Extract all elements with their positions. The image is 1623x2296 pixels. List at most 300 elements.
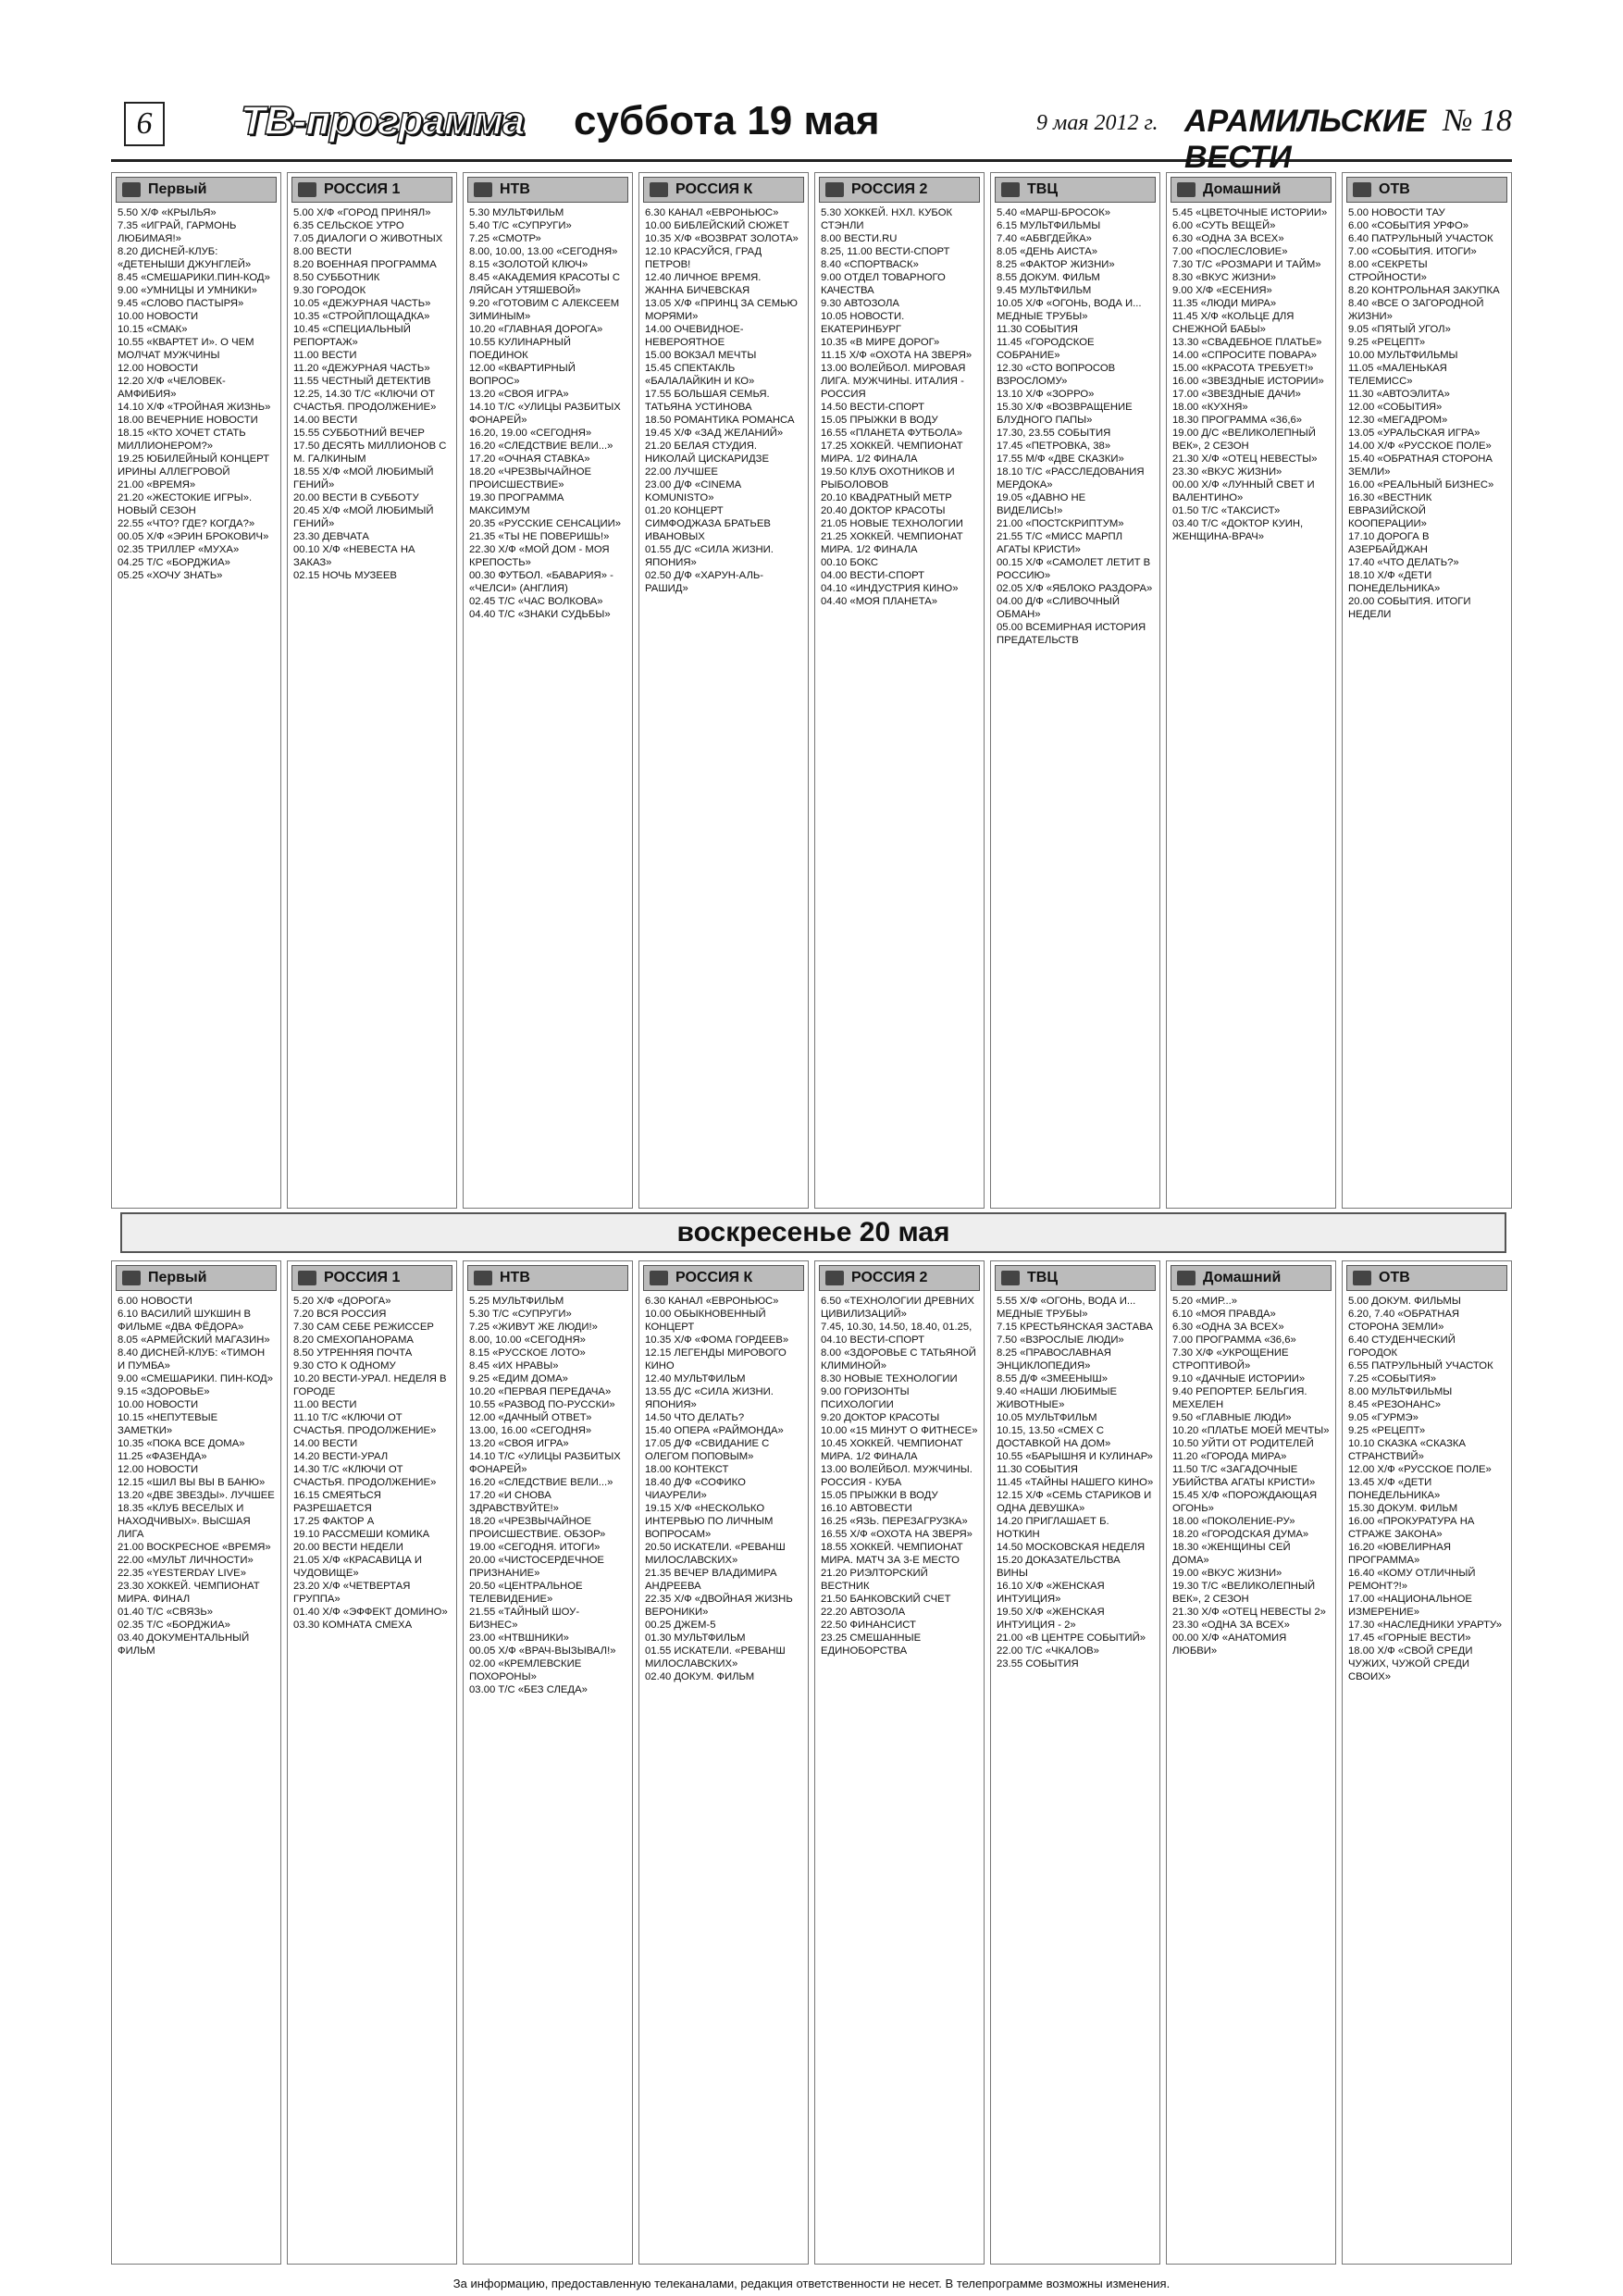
channel-name: Домашний [1203, 1270, 1282, 1285]
program-entry: 19.05 «ДАВНО НЕ ВИДЕЛИСЬ!» [997, 492, 1086, 516]
channel-name: РОССИЯ 1 [324, 1270, 401, 1285]
program-entry: 16.20 «ЮВЕЛИРНАЯ ПРОГРАММА» [1348, 1542, 1452, 1566]
program-entry: 12.30 «СТО ВОПРОСОВ ВЗРОСЛОМУ» [997, 363, 1116, 387]
channel-header [467, 1265, 628, 1291]
program-entry: 12.10 КРАСУЙСЯ, ГРАД ПЕТРОВ! [645, 246, 762, 270]
program-entry: 13.00 ВОЛЕЙБОЛ. МИРОВАЯ ЛИГА. МУЖЧИНЫ. ИТАЛИЯ - РОССИЯ [821, 363, 966, 400]
program-entry: 18.55 Х/Ф «МОЙ ЛЮБИМЫЙ ГЕНИЙ» [293, 466, 434, 490]
program-entry: 18.00 Х/Ф «СВОЙ СРЕДИ ЧУЖИХ, ЧУЖОЙ СРЕДИ СВОИХ» [1348, 1645, 1473, 1682]
program-entry: 18.30 «ЖЕНЩИНЫ СЕЙ ДОМА» [1172, 1542, 1291, 1566]
program-entry: 15.40 ОПЕРА «РАЙМОНДА» [645, 1425, 784, 1436]
program-entry: 15.30 ДОКУМ. ФИЛЬМ [1348, 1503, 1458, 1514]
program-list [639, 205, 808, 597]
program-entry: 18.15 «КТО ХОЧЕТ СТАТЬ МИЛЛИОНЕРОМ?» [118, 428, 246, 452]
program-entry: 21.30 Х/Ф «ОТЕЦ НЕВЕСТЫ 2» [1172, 1607, 1326, 1618]
program-entry: 11.30 СОБЫТИЯ [997, 324, 1078, 335]
program-entry: 18.00 «КУХНЯ» [1172, 402, 1248, 413]
page-number: 6 [124, 102, 165, 146]
channel-header [995, 177, 1156, 203]
program-entry: 8.30 «ВКУС ЖИЗНИ» [1172, 272, 1277, 283]
program-entry: 6.00 «СУТЬ ВЕЩЕЙ» [1172, 220, 1276, 231]
program-entry: 10.20 ВЕСТИ-УРАЛ. НЕДЕЛЯ В ГОРОДЕ [293, 1373, 447, 1397]
program-entry: 5.30 МУЛЬТФИЛЬМ [469, 207, 564, 218]
program-entry: 13.55 Д/С «СИЛА ЖИЗНИ. ЯПОНИЯ» [645, 1386, 774, 1410]
program-entry: 10.00 МУЛЬТФИЛЬМЫ [1348, 350, 1458, 361]
program-entry: 15.55 СУББОТНИЙ ВЕЧЕР [293, 428, 425, 439]
channel-name: Первый [148, 181, 207, 197]
program-list [112, 205, 280, 584]
program-list [991, 205, 1159, 649]
program-entry: 23.00 «НТВШНИКИ» [469, 1632, 569, 1644]
program-entry: 10.05 «ДЕЖУРНАЯ ЧАСТЬ» [293, 298, 431, 309]
program-entry: 14.50 ЧТО ДЕЛАТЬ? [645, 1412, 745, 1423]
program-entry: 18.40 Д/Ф «СОФИКО ЧИАУРЕЛИ» [645, 1477, 746, 1501]
program-entry: 23.20 Х/Ф «ЧЕТВЕРТАЯ ГРУППА» [293, 1581, 411, 1605]
channel-logo-icon [1177, 182, 1196, 197]
channel-name: НТВ [500, 1270, 530, 1285]
program-entry: 11.55 ЧЕСТНЫЙ ДЕТЕКТИВ [293, 376, 431, 387]
program-list [1167, 1293, 1335, 1659]
program-entry: 10.35 Х/Ф «ВОЗВРАТ ЗОЛОТА» [645, 233, 799, 244]
program-entry: 14.10 Т/С «УЛИЦЫ РАЗБИТЫХ ФОНАРЕЙ» [469, 402, 621, 426]
program-entry: 20.10 КВАДРАТНЫЙ МЕТР [821, 492, 952, 503]
program-entry: 18.50 РОМАНТИКА РОМАНСА [645, 415, 795, 426]
program-entry: 14.20 ВЕСТИ-УРАЛ [293, 1451, 389, 1462]
channel-logo-icon [1001, 1271, 1020, 1285]
program-entry: 14.10 Т/С «УЛИЦЫ РАЗБИТЫХ ФОНАРЕЙ» [469, 1451, 621, 1475]
program-list [1343, 1293, 1511, 1685]
program-entry: 00.15 Х/Ф «САМОЛЕТ ЛЕТИТ В РОССИЮ» [997, 557, 1151, 581]
program-entry: 8.05 «АРМЕЙСКИЙ МАГАЗИН» [118, 1334, 270, 1346]
program-entry: 5.00 ДОКУМ. ФИЛЬМЫ [1348, 1296, 1461, 1307]
channel-header [1346, 177, 1507, 203]
program-entry: 12.25, 14.30 Т/С «КЛЮЧИ ОТ СЧАСТЬЯ. ПРОДОЛЖЕНИЕ» [293, 389, 437, 413]
channel-name: Домашний [1203, 181, 1282, 197]
program-entry: 19.15 Х/Ф «НЕСКОЛЬКО ИНТЕРВЬЮ ПО ЛИЧНЫМ ВОПРОСАМ» [645, 1503, 774, 1540]
program-entry: 7.25 «СМОТР» [469, 233, 541, 244]
program-entry: 6.15 МУЛЬТФИЛЬМЫ [997, 220, 1101, 231]
program-entry: 13.00, 16.00 «СЕГОДНЯ» [469, 1425, 592, 1436]
program-entry: 11.10 Т/С «КЛЮЧИ ОТ СЧАСТЬЯ. ПРОДОЛЖЕНИЕ» [293, 1412, 437, 1436]
program-entry: 11.30 «АВТОЭЛИТА» [1348, 389, 1450, 400]
program-entry: 02.00 «КРЕМЛЕВСКИЕ ПОХОРОНЫ» [469, 1658, 582, 1682]
program-entry: 8.25 «ПРАВОСЛАВНАЯ ЭНЦИКЛОПЕДИЯ» [997, 1347, 1111, 1371]
program-entry: 12.00 Х/Ф «РУССКОЕ ПОЛЕ» [1348, 1464, 1492, 1475]
program-entry: 10.20 «ПЛАТЬЕ МОЕЙ МЕЧТЫ» [1172, 1425, 1330, 1436]
program-entry: 14.30 Т/С «КЛЮЧИ ОТ СЧАСТЬЯ. ПРОДОЛЖЕНИЕ» [293, 1464, 437, 1488]
program-entry: 17.45 «ПЕТРОВКА, 38» [997, 441, 1111, 452]
program-entry: 12.00 «ДАЧНЫЙ ОТВЕТ» [469, 1412, 592, 1423]
channel-logo-icon [650, 182, 668, 197]
program-entry: 13.05 «УРАЛЬСКАЯ ИГРА» [1348, 428, 1481, 439]
program-entry: 21.35 ВЕЧЕР ВЛАДИМИРА АНДРЕЕВА [645, 1568, 777, 1592]
program-entry: 19.30 ПРОГРАММА МАКСИМУМ [469, 492, 564, 516]
channel-header [1171, 1265, 1332, 1291]
program-entry: 02.45 Т/С «ЧАС ВОЛКОВА» [469, 596, 603, 607]
program-entry: 12.30 «МЕГАДРОМ» [1348, 415, 1448, 426]
program-entry: 16.20, 19.00 «СЕГОДНЯ» [469, 428, 592, 439]
program-entry: 7.00 ПРОГРАММА «36,6» [1172, 1334, 1296, 1346]
program-entry: 5.40 «МАРШ-БРОСОК» [997, 207, 1111, 218]
program-entry: 8.55 ДОКУМ. ФИЛЬМ [997, 272, 1100, 283]
program-entry: 22.00 Т/С «ЧКАЛОВ» [997, 1645, 1099, 1657]
channel-logo-icon [1353, 182, 1371, 197]
program-entry: 8.45 «СМЕШАРИКИ.ПИН-КОД» [118, 272, 270, 283]
program-entry: 12.15 ЛЕГЕНДЫ МИРОВОГО КИНО [645, 1347, 787, 1371]
program-entry: 11.45 «ТАЙНЫ НАШЕГО КИНО» [997, 1477, 1154, 1488]
program-entry: 01.55 Д/С «СИЛА ЖИЗНИ. ЯПОНИЯ» [645, 544, 774, 568]
channel-name: РОССИЯ К [675, 181, 753, 197]
program-entry: 12.20 Х/Ф «ЧЕЛОВЕК-АМФИБИЯ» [118, 376, 226, 400]
program-list [991, 1293, 1159, 1672]
program-entry: 9.45 МУЛЬТФИЛЬМ [997, 285, 1092, 296]
program-entry: 12.00 «КВАРТИРНЫЙ ВОПРОС» [469, 363, 576, 387]
program-entry: 5.20 «МИР...» [1172, 1296, 1238, 1307]
program-entry: 11.45 «ГОРОДСКОЕ СОБРАНИЕ» [997, 337, 1095, 361]
program-entry: 9.00 «УМНИЦЫ И УМНИКИ» [118, 285, 257, 296]
program-entry: 9.00 Х/Ф «ЕСЕНИЯ» [1172, 285, 1272, 296]
program-entry: 13.10 Х/Ф «ЗОРРО» [997, 389, 1095, 400]
channel-logo-icon [298, 1271, 316, 1285]
program-entry: 17.25 ХОККЕЙ. ЧЕМПИОНАТ МИРА. 1/2 ФИНАЛА [821, 441, 963, 465]
program-entry: 10.35 «В МИРЕ ДОРОГ» [821, 337, 940, 348]
program-entry: 04.00 Д/Ф «СЛИВОЧНЫЙ ОБМАН» [997, 596, 1121, 620]
channel-column-sun-6 [990, 1260, 1160, 2265]
program-entry: 10.05 Х/Ф «ОГОНЬ, ВОДА И... МЕДНЫЕ ТРУБЫ» [997, 298, 1142, 322]
program-entry: 9.40 РЕПОРТЕР. БЕЛЬГИЯ. МЕХЕЛЕН [1172, 1386, 1307, 1410]
channel-logo-icon [650, 1271, 668, 1285]
program-entry: 21.20 РИЭЛТОРСКИЙ ВЕСТНИК [821, 1568, 928, 1592]
program-entry: 19.50 КЛУБ ОХОТНИКОВ И РЫБОЛОВОВ [821, 466, 955, 490]
program-entry: 12.15 Х/Ф «СЕМЬ СТАРИКОВ И ОДНА ДЕВУШКА» [997, 1490, 1152, 1514]
program-entry: 7.25 «ЖИВУТ ЖЕ ЛЮДИ!» [469, 1322, 598, 1333]
program-entry: 7.40 «АБВГДЕЙКА» [997, 233, 1092, 244]
channel-logo-icon [474, 1271, 492, 1285]
program-entry: 11.45 Х/Ф «КОЛЬЦЕ ДЛЯ СНЕЖНОЙ БАБЫ» [1172, 311, 1295, 335]
program-entry: 16.30 «ВЕСТНИК ЕВРАЗИЙСКОЙ КООПЕРАЦИИ» [1348, 492, 1432, 529]
program-entry: 17.00 «ЗВЕЗДНЫЕ ДАЧИ» [1172, 389, 1301, 400]
program-list [1167, 205, 1335, 545]
channel-column-sun-1 [111, 1260, 281, 2265]
program-entry: 9.05 «ГУРМЭ» [1348, 1412, 1419, 1423]
program-entry: 05.00 ВСЕМИРНАЯ ИСТОРИЯ ПРЕДАТЕЛЬСТВ [997, 622, 1146, 646]
program-entry: 6.30 «ОДНА ЗА ВСЕХ» [1172, 233, 1284, 244]
channel-name: ОТВ [1379, 181, 1410, 197]
program-entry: 18.00 «ПОКОЛЕНИЕ-РУ» [1172, 1516, 1295, 1527]
program-entry: 19.10 РАССМЕШИ КОМИКА [293, 1529, 430, 1540]
program-entry: 17.30, 23.55 СОБЫТИЯ [997, 428, 1111, 439]
program-entry: 15.00 ВОКЗАЛ МЕЧТЫ [645, 350, 757, 361]
channel-header [1171, 177, 1332, 203]
channel-column-sat-1 [111, 172, 281, 1209]
program-entry: 8.45 «РЕЗОНАНС» [1348, 1399, 1442, 1410]
channel-logo-icon [474, 182, 492, 197]
program-entry: 04.10 «ИНДУСТРИЯ КИНО» [821, 583, 959, 594]
program-entry: 03.40 ДОКУМЕНТАЛЬНЫЙ ФИЛЬМ [118, 1632, 250, 1657]
channel-column-sun-3 [463, 1260, 633, 2265]
channel-name: ТВЦ [1027, 181, 1059, 197]
program-entry: 6.30 КАНАЛ «ЕВРОНЬЮС» [645, 1296, 779, 1307]
program-entry: 02.40 ДОКУМ. ФИЛЬМ [645, 1671, 755, 1682]
program-entry: 9.00 ГОРИЗОНТЫ ПСИХОЛОГИИ [821, 1386, 910, 1410]
program-entry: 15.30 Х/Ф «ВОЗВРАЩЕНИЕ БЛУДНОГО ПАПЫ» [997, 402, 1133, 426]
program-entry: 7.30 САМ СЕБЕ РЕЖИССЕР [293, 1322, 434, 1333]
channel-header [467, 177, 628, 203]
program-entry: 7.30 Т/С «РОЗМАРИ И ТАЙМ» [1172, 259, 1321, 270]
program-list [464, 1293, 632, 1698]
program-entry: 8.15 «ЗОЛОТОЙ КЛЮЧ» [469, 259, 588, 270]
program-entry: 05.25 «ХОЧУ ЗНАТЬ» [118, 570, 223, 581]
program-entry: 18.35 «КЛУБ ВЕСЕЛЫХ И НАХОДЧИВЫХ». ВЫСШАЯ ЛИГА [118, 1503, 251, 1540]
program-entry: 16.55 «ПЛАНЕТА ФУТБОЛА» [821, 428, 962, 439]
channel-logo-icon [122, 182, 141, 197]
program-list [288, 205, 456, 584]
program-entry: 14.10 Х/Ф «ТРОЙНАЯ ЖИЗНЬ» [118, 402, 271, 413]
program-entry: 14.00 ВЕСТИ [293, 415, 358, 426]
program-entry: 22.00 «МУЛЬТ ЛИЧНОСТИ» [118, 1555, 254, 1566]
program-entry: 15.00 «КРАСОТА ТРЕБУЕТ!» [1172, 363, 1314, 374]
program-entry: 04.00 ВЕСТИ-СПОРТ [821, 570, 925, 581]
channel-header [819, 177, 980, 203]
program-entry: 8.50 СУББОТНИК [293, 272, 380, 283]
program-entry: 23.30 «ОДНА ЗА ВСЕХ» [1172, 1620, 1290, 1631]
program-entry: 10.00 «15 МИНУТ О ФИТНЕСЕ» [821, 1425, 978, 1436]
program-entry: 00.10 БОКС [821, 557, 879, 568]
program-entry: 17.55 М/Ф «ДВЕ СКАЗКИ» [997, 453, 1124, 465]
program-entry: 9.20 ДОКТОР КРАСОТЫ [821, 1412, 940, 1423]
program-entry: 10.00 БИБЛЕЙСКИЙ СЮЖЕТ [645, 220, 789, 231]
program-entry: 02.15 НОЧЬ МУЗЕЕВ [293, 570, 397, 581]
program-entry: 21.50 БАНКОВСКИЙ СЧЕТ [821, 1594, 951, 1605]
program-entry: 23.55 СОБЫТИЯ [997, 1658, 1079, 1669]
program-entry: 04.40 «МОЯ ПЛАНЕТА» [821, 596, 938, 607]
program-entry: 10.20 «ПЕРВАЯ ПЕРЕДАЧА» [469, 1386, 612, 1397]
program-entry: 10.15 «СМАК» [118, 324, 188, 335]
channel-column-sat-8 [1342, 172, 1512, 1209]
program-entry: 20.00 ВЕСТИ В СУББОТУ [293, 492, 419, 503]
program-entry: 16.00 «ЗВЕЗДНЫЕ ИСТОРИИ» [1172, 376, 1324, 387]
program-entry: 18.20 «ГОРОДСКАЯ ДУМА» [1172, 1529, 1309, 1540]
program-entry: 5.00 НОВОСТИ ТАУ [1348, 207, 1445, 218]
program-entry: 19.25 ЮБИЛЕЙНЫЙ КОНЦЕРТ ИРИНЫ АЛЛЕГРОВОЙ [118, 453, 270, 478]
channel-name: РОССИЯ 1 [324, 181, 401, 197]
program-entry: 6.10 «МОЯ ПРАВДА» [1172, 1309, 1276, 1320]
program-entry: 16.10 АВТОВЕСТИ [821, 1503, 912, 1514]
channel-logo-icon [1001, 182, 1020, 197]
program-entry: 10.35 «СТРОЙПЛОЩАДКА» [293, 311, 430, 322]
program-entry: 20.00 «ЧИСТОСЕРДЕЧНОЕ ПРИЗНАНИЕ» [469, 1555, 604, 1579]
program-entry: 15.45 Х/Ф «ПОРОЖДАЮЩАЯ ОГОНЬ» [1172, 1490, 1318, 1514]
program-entry: 20.50 «ЦЕНТРАЛЬНОЕ ТЕЛЕВИДЕНИЕ» [469, 1581, 583, 1605]
program-entry: 18.55 ХОККЕЙ. ЧЕМПИОНАТ МИРА. МАТЧ ЗА 3-Е МЕСТО [821, 1542, 963, 1566]
program-entry: 21.00 «ПОСТСКРИПТУМ» [997, 518, 1124, 529]
program-entry: 01.30 МУЛЬТФИЛЬМ [645, 1632, 746, 1644]
channel-column-sat-7 [1166, 172, 1336, 1209]
channel-name: РОССИЯ 2 [851, 1270, 928, 1285]
program-entry: 23.00 Д/Ф «CINEMA KOMUNISTO» [645, 479, 741, 503]
footer-disclaimer: За информацию, предоставленную телеканалами, редакция ответственности не несет. В телепрограмме возможны изменения. [452, 2277, 1171, 2290]
program-entry: 16.15 СМЕЯТЬСЯ РАЗРЕШАЕТСЯ [293, 1490, 381, 1514]
program-entry: 19.00 Д/С «ВЕЛИКОЛЕПНЫЙ ВЕК», 2 СЕЗОН [1172, 428, 1316, 452]
program-entry: 04.25 Т/С «БОРДЖИА» [118, 557, 230, 568]
program-entry: 7.05 ДИАЛОГИ О ЖИВОТНЫХ [293, 233, 443, 244]
program-entry: 9.10 «ДАЧНЫЕ ИСТОРИИ» [1172, 1373, 1306, 1384]
program-entry: 6.30 КАНАЛ «ЕВРОНЬЮС» [645, 207, 779, 218]
program-entry: 9.45 «СЛОВО ПАСТЫРЯ» [118, 298, 244, 309]
program-entry: 16.20 «СЛЕДСТВИЕ ВЕЛИ...» [469, 1477, 613, 1488]
channel-header [291, 177, 452, 203]
program-entry: 7.30 Х/Ф «УКРОЩЕНИЕ СТРОПТИВОЙ» [1172, 1347, 1289, 1371]
program-entry: 17.30 «НАСЛЕДНИКИ УРАРТУ» [1348, 1620, 1503, 1631]
program-entry: 01.40 Х/Ф «ЭФФЕКТ ДОМИНО» [293, 1607, 448, 1618]
program-entry: 21.55 «ТАЙНЫЙ ШОУ-БИЗНЕС» [469, 1607, 580, 1631]
program-entry: 21.20 БЕЛАЯ СТУДИЯ. НИКОЛАЙ ЦИСКАРИДЗЕ [645, 441, 770, 465]
program-entry: 8.45 «ИХ НРАВЫ» [469, 1360, 559, 1371]
program-entry: 10.35 Х/Ф «ФОМА ГОРДЕЕВ» [645, 1334, 789, 1346]
program-entry: 00.25 ДЖЕМ-5 [645, 1620, 716, 1631]
channel-column-sun-5 [814, 1260, 985, 2265]
program-entry: 11.30 СОБЫТИЯ [997, 1464, 1078, 1475]
program-entry: 8.40 «СПОРТВАСК» [821, 259, 919, 270]
program-entry: 13.20 «СВОЯ ИГРА» [469, 389, 569, 400]
channel-column-sun-2 [287, 1260, 457, 2265]
program-entry: 9.30 ГОРОДОК [293, 285, 366, 296]
channel-logo-icon [122, 1271, 141, 1285]
channel-name: Первый [148, 1270, 207, 1285]
program-entry: 23.30 ХОККЕЙ. ЧЕМПИОНАТ МИРА. ФИНАЛ [118, 1581, 260, 1605]
program-list [464, 205, 632, 623]
channel-column-sat-3 [463, 172, 633, 1209]
program-entry: 17.40 «ЧТО ДЕЛАТЬ?» [1348, 557, 1459, 568]
program-entry: 8.40 «ВСЕ О ЗАГОРОДНОЙ ЖИЗНИ» [1348, 298, 1484, 322]
program-entry: 20.00 ВЕСТИ НЕДЕЛИ [293, 1542, 403, 1553]
issue-number: № 18 [1443, 104, 1512, 138]
program-entry: 10.55 «КВАРТЕТ И». О ЧЕМ МОЛЧАТ МУЖЧИНЫ [118, 337, 254, 361]
channel-logo-icon [298, 182, 316, 197]
program-entry: 5.45 «ЦВЕТОЧНЫЕ ИСТОРИИ» [1172, 207, 1328, 218]
program-entry: 8.00 «ЗДОРОВЬЕ С ТАТЬЯНОЙ КЛИМИНОЙ» [821, 1347, 976, 1371]
channel-header [643, 177, 804, 203]
program-entry: 11.00 ВЕСТИ [293, 1399, 357, 1410]
program-entry: 04.40 Т/С «ЗНАКИ СУДЬБЫ» [469, 609, 611, 620]
program-entry: 8.30 НОВЫЕ ТЕХНОЛОГИИ [821, 1373, 958, 1384]
program-entry: 16.00 «ПРОКУРАТУРА НА СТРАЖЕ ЗАКОНА» [1348, 1516, 1475, 1540]
program-entry: 8.20 КОНТРОЛЬНАЯ ЗАКУПКА [1348, 285, 1500, 296]
program-entry: 8.00 МУЛЬТФИЛЬМЫ [1348, 1386, 1453, 1397]
program-entry: 23.25 СМЕШАННЫЕ ЕДИНОБОРСТВА [821, 1632, 922, 1657]
day-banner-sunday: воскресенье 20 мая [120, 1212, 1506, 1253]
program-entry: 14.00 ОЧЕВИДНОЕ-НЕВЕРОЯТНОЕ [645, 324, 744, 348]
program-entry: 6.35 СЕЛЬСКОЕ УТРО [293, 220, 404, 231]
program-entry: 5.00 Х/Ф «ГОРОД ПРИНЯЛ» [293, 207, 431, 218]
program-entry: 03.00 Т/С «БЕЗ СЛЕДА» [469, 1684, 588, 1695]
program-entry: 8.50 УТРЕННЯЯ ПОЧТА [293, 1347, 413, 1359]
program-entry: 10.00 НОВОСТИ [118, 311, 199, 322]
program-entry: 10.00 НОВОСТИ [118, 1399, 199, 1410]
program-entry: 8.20 СМЕХОПАНОРАМА [293, 1334, 414, 1346]
program-entry: 21.00 «ВРЕМЯ» [118, 479, 196, 490]
program-entry: 9.00 ОТДЕЛ ТОВАРНОГО КАЧЕСТВА [821, 272, 946, 296]
program-entry: 14.00 ВЕСТИ [293, 1438, 358, 1449]
program-entry: 11.50 Т/С «ЗАГАДОЧНЫЕ УБИЙСТВА АГАТЫ КРИСТИ» [1172, 1464, 1316, 1488]
program-entry: 22.30 Х/Ф «МОЙ ДОМ - МОЯ КРЕПОСТЬ» [469, 544, 610, 568]
program-entry: 10.15, 13.50 «СМЕХ С ДОСТАВКОЙ НА ДОМ» [997, 1425, 1111, 1449]
program-entry: 17.20 «ОЧНАЯ СТАВКА» [469, 453, 590, 465]
program-entry: 9.40 «НАШИ ЛЮБИМЫЕ ЖИВОТНЫЕ» [997, 1386, 1118, 1410]
channel-header [1346, 1265, 1507, 1291]
program-entry: 8.00, 10.00, 13.00 «СЕГОДНЯ» [469, 246, 618, 257]
program-entry: 17.25 ФАКТОР А [293, 1516, 375, 1527]
channel-logo-icon [825, 1271, 844, 1285]
program-entry: 12.40 МУЛЬТФИЛЬМ [645, 1373, 746, 1384]
program-entry: 15.40 «ОБРАТНАЯ СТОРОНА ЗЕМЛИ» [1348, 453, 1493, 478]
program-entry: 9.50 «ГЛАВНЫЕ ЛЮДИ» [1172, 1412, 1292, 1423]
program-entry: 5.20 Х/Ф «ДОРОГА» [293, 1296, 391, 1307]
program-entry: 6.55 ПАТРУЛЬНЫЙ УЧАСТОК [1348, 1360, 1493, 1371]
program-entry: 22.35 Х/Ф «ДВОЙНАЯ ЖИЗНЬ ВЕРОНИКИ» [645, 1594, 793, 1618]
program-entry: 21.05 НОВЫЕ ТЕХНОЛОГИИ [821, 518, 963, 529]
program-entry: 20.45 Х/Ф «МОЙ ЛЮБИМЫЙ ГЕНИЙ» [293, 505, 434, 529]
program-entry: 7.50 «ВЗРОСЛЫЕ ЛЮДИ» [997, 1334, 1124, 1346]
program-entry: 6.40 ПАТРУЛЬНЫЙ УЧАСТОК [1348, 233, 1493, 244]
program-entry: 21.00 «В ЦЕНТРЕ СОБЫТИЙ» [997, 1632, 1146, 1644]
channel-column-sat-6 [990, 172, 1160, 1209]
program-entry: 19.50 Х/Ф «ЖЕНСКАЯ ИНТУИЦИЯ - 2» [997, 1607, 1105, 1631]
channel-header [291, 1265, 452, 1291]
program-entry: 5.55 Х/Ф «ОГОНЬ, ВОДА И... МЕДНЫЕ ТРУБЫ» [997, 1296, 1136, 1320]
program-list [815, 205, 984, 610]
program-entry: 13.00 ВОЛЕЙБОЛ. МУЖЧИНЫ. РОССИЯ - КУБА [821, 1464, 973, 1488]
program-entry: 7.20 ВСЯ РОССИЯ [293, 1309, 387, 1320]
program-entry: 23.30 «ВКУС ЖИЗНИ» [1172, 466, 1282, 478]
channel-name: ОТВ [1379, 1270, 1410, 1285]
program-entry: 17.05 Д/Ф «СВИДАНИЕ С ОЛЕГОМ ПОПОВЫМ» [645, 1438, 770, 1462]
program-entry: 11.05 «МАЛЕНЬКАЯ ТЕЛЕМИСС» [1348, 363, 1447, 387]
program-entry: 10.20 «ГЛАВНАЯ ДОРОГА» [469, 324, 603, 335]
section-title: ТВ-программа [241, 98, 525, 143]
day-heading-saturday: суббота 19 мая [574, 98, 880, 143]
program-entry: 5.50 Х/Ф «КРЫЛЬЯ» [118, 207, 217, 218]
program-entry: 21.35 «ТЫ НЕ ПОВЕРИШЬ!» [469, 531, 610, 542]
program-entry: 20.50 ИСКАТЕЛИ. «РЕВАНШ МИЛОСЛАВСКИХ» [645, 1542, 786, 1566]
program-entry: 00.05 Х/Ф «ВРАЧ-ВЫЗЫВАЛ!» [469, 1645, 616, 1657]
program-entry: 19.45 Х/Ф «ЗАД ЖЕЛАНИЙ» [645, 428, 784, 439]
program-entry: 10.35 «ПОКА ВСЕ ДОМА» [118, 1438, 245, 1449]
program-entry: 14.00 «СПРОСИТЕ ПОВАРА» [1172, 350, 1318, 361]
program-entry: 21.30 Х/Ф «ОТЕЦ НЕВЕСТЫ» [1172, 453, 1318, 465]
program-entry: 7.00 «ПОСЛЕСЛОВИЕ» [1172, 246, 1288, 257]
program-entry: 8.00, 10.00 «СЕГОДНЯ» [469, 1334, 586, 1346]
channel-column-sun-4 [638, 1260, 809, 2265]
newspaper-page [111, 93, 1512, 2290]
program-entry: 11.20 «ДЕЖУРНАЯ ЧАСТЬ» [293, 363, 430, 374]
channel-header [643, 1265, 804, 1291]
program-entry: 02.35 Т/С «БОРДЖИА» [118, 1620, 230, 1631]
channel-name: НТВ [500, 181, 530, 197]
program-entry: 10.05 НОВОСТИ. ЕКАТЕРИНБУРГ [821, 311, 905, 335]
program-entry: 14.50 МОСКОВСКАЯ НЕДЕЛЯ [997, 1542, 1146, 1553]
program-entry: 22.20 АВТОЗОЛА [821, 1607, 906, 1618]
program-entry: 16.55 Х/Ф «ОХОТА НА ЗВЕРЯ» [821, 1529, 973, 1540]
program-entry: 00.00 Х/Ф «АНАТОМИЯ ЛЮБВИ» [1172, 1632, 1287, 1657]
program-entry: 11.20 «ГОРОДА МИРА» [1172, 1451, 1287, 1462]
program-entry: 13.20 «СВОЯ ИГРА» [469, 1438, 569, 1449]
channel-header [116, 1265, 277, 1291]
program-entry: 6.10 ВАСИЛИЙ ШУКШИН В ФИЛЬМЕ «ДВА ФЁДОРА» [118, 1309, 252, 1333]
channel-column-sat-4 [638, 172, 809, 1209]
program-entry: 9.00 «СМЕШАРИКИ. ПИН-КОД» [118, 1373, 273, 1384]
program-entry: 6.00 НОВОСТИ [118, 1296, 192, 1307]
